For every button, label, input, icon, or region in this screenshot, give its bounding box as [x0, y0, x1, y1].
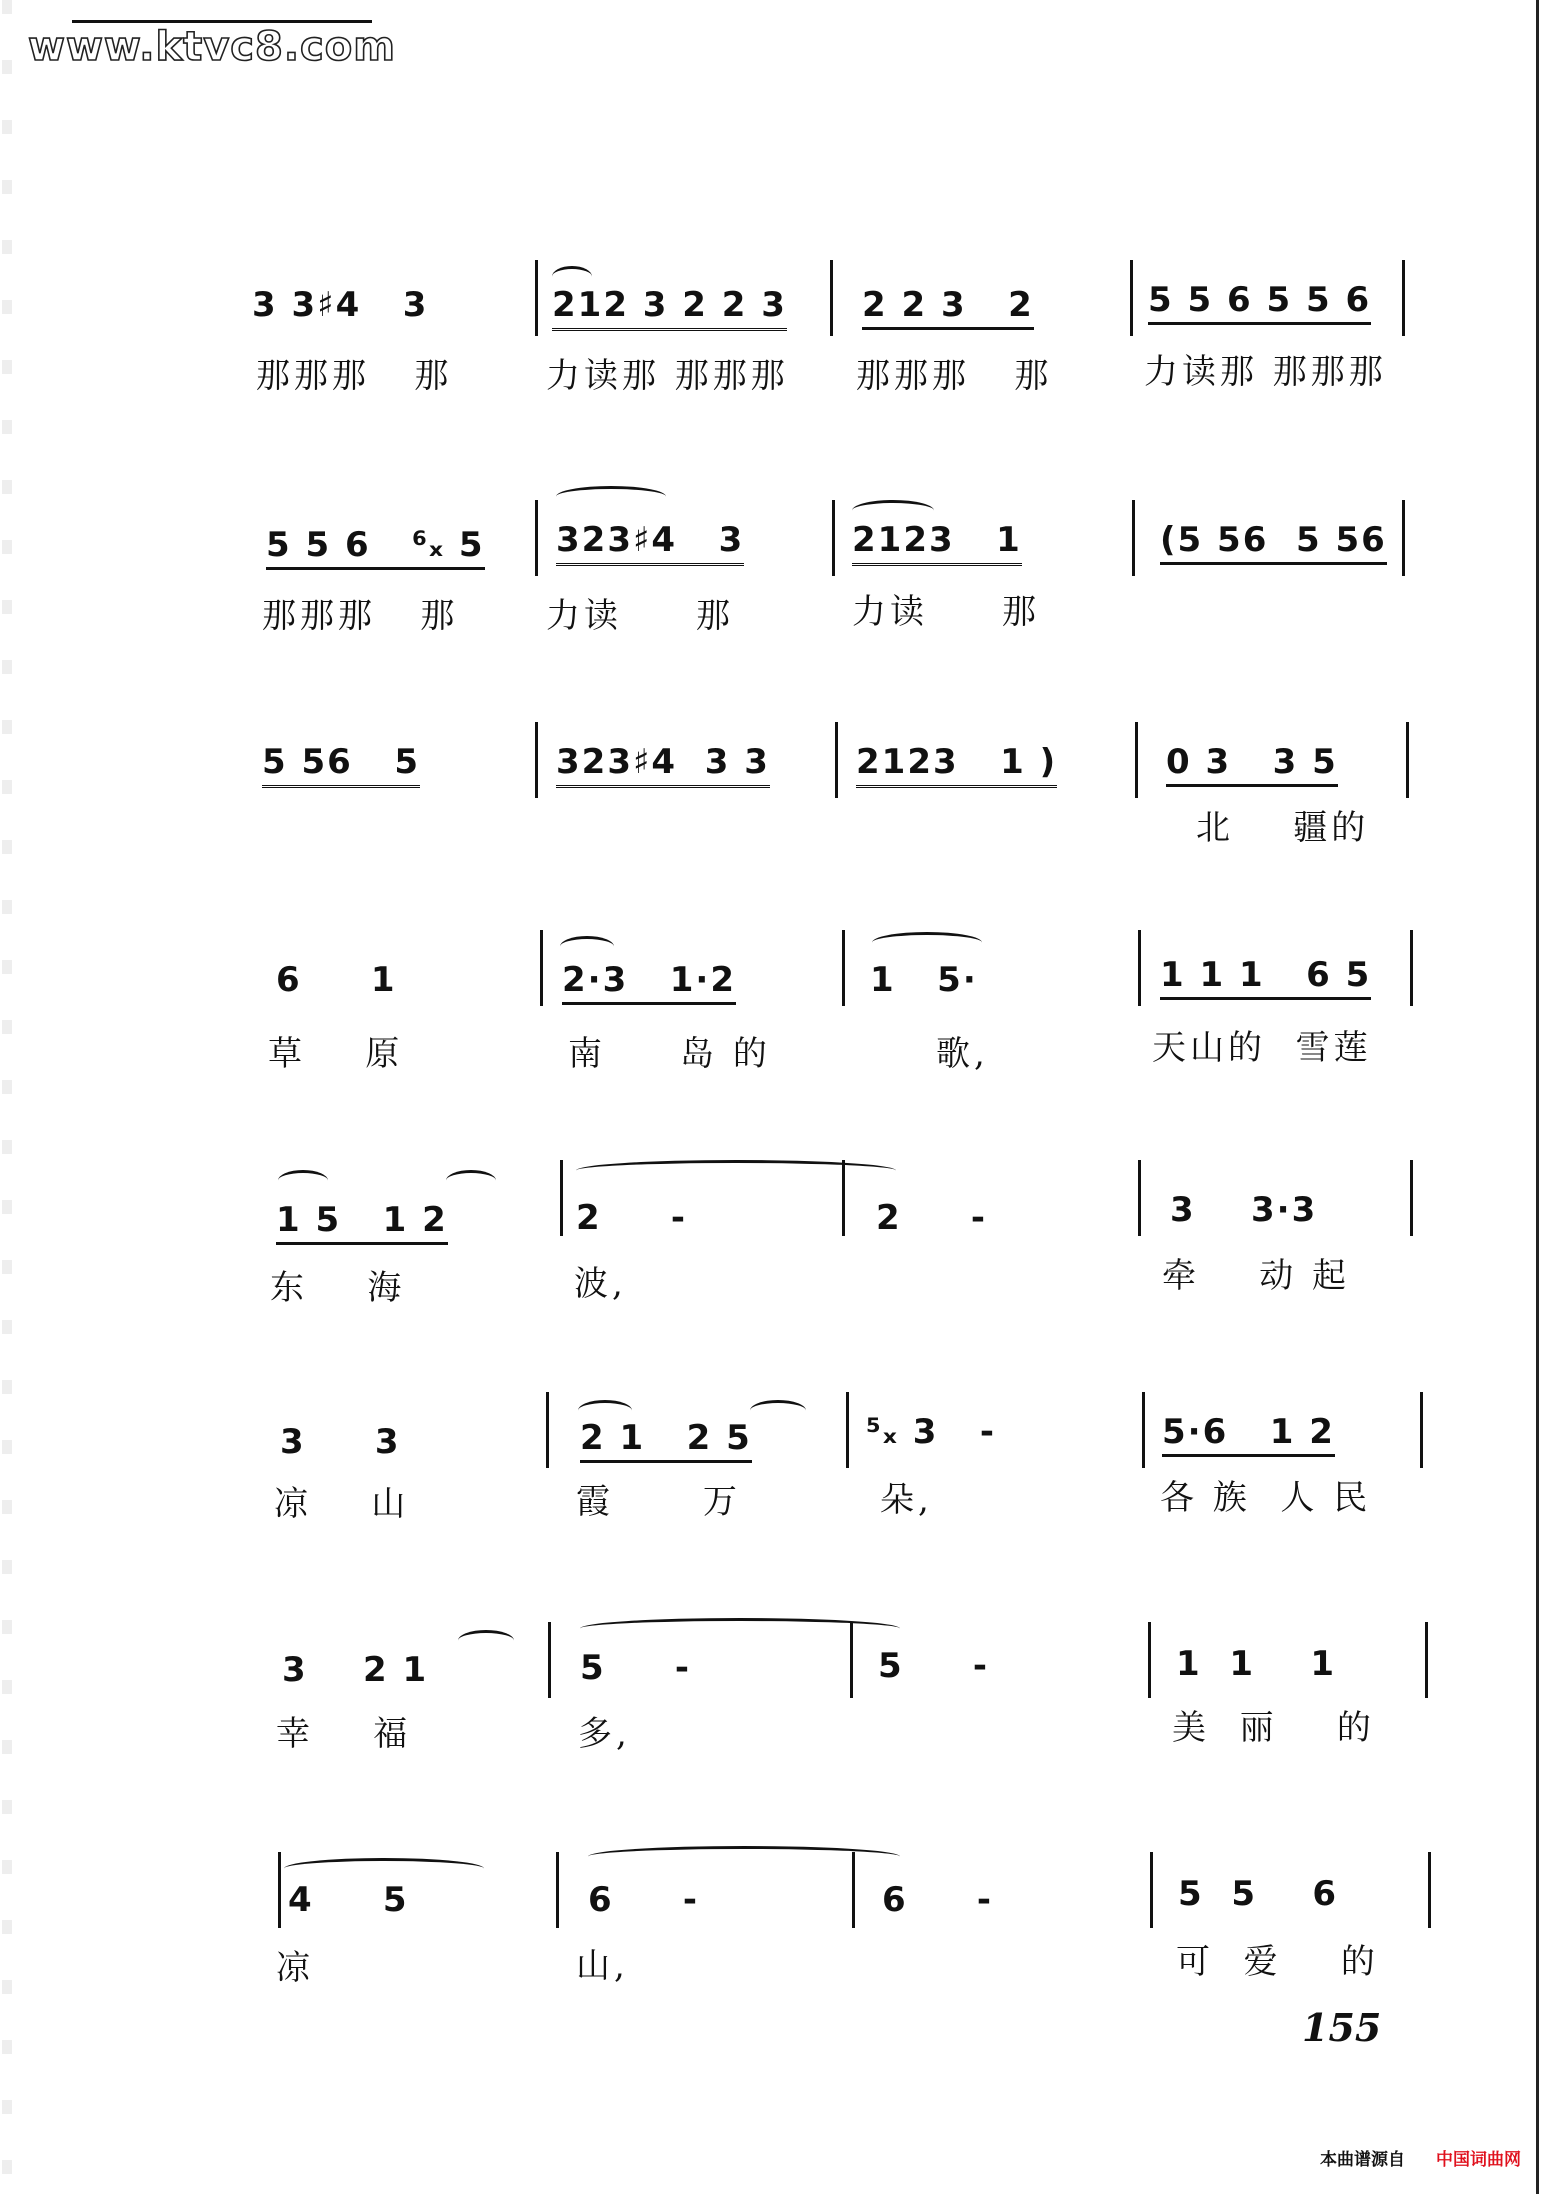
measure-notes: 212 3 2 2 3: [552, 285, 787, 331]
lyric-line: 波,: [574, 1264, 627, 1304]
slur-mark: [560, 936, 614, 957]
score-system-8: [0, 1830, 1556, 2010]
score-system-4: [0, 900, 1556, 1080]
barline: [535, 500, 538, 576]
barline: [556, 1852, 559, 1928]
lyric-line: 力读那 那那那: [546, 356, 789, 396]
slur-mark: [872, 932, 982, 953]
slur-mark: [458, 1630, 514, 1651]
lyric-line: 朵,: [880, 1480, 933, 1520]
barline: [842, 930, 845, 1006]
measure-notes: 5 5 6 5 5 6: [1148, 280, 1371, 325]
barline: [1150, 1852, 1153, 1928]
measure-notes: 2 -: [876, 1198, 987, 1238]
barline: [1410, 930, 1413, 1006]
footer-source-label: 本曲谱源自: [1320, 2150, 1405, 2170]
lyric-line: 力读那 那那那: [1144, 352, 1387, 392]
lyric-line: 南 岛 的: [568, 1034, 771, 1074]
measure-notes: 2·3 1·2: [562, 960, 736, 1005]
slur-mark: [278, 1170, 328, 1191]
barline: [1410, 1160, 1413, 1236]
page-number: 155: [1302, 2005, 1382, 2050]
barline: [1130, 260, 1133, 336]
score-system-7: [0, 1600, 1556, 1780]
slur-mark: [446, 1170, 496, 1191]
barline: [540, 930, 543, 1006]
barline: [1425, 1622, 1428, 1698]
tie-mark: [580, 1618, 900, 1639]
lyric-line: 歌,: [936, 1034, 989, 1074]
top-rule: [72, 20, 372, 23]
lyric-line: 可 爱 的: [1176, 1942, 1379, 1982]
lyric-line: 那那那 那: [256, 356, 453, 396]
measure-notes: 6 1: [276, 960, 397, 1000]
measure-notes: 3 3: [280, 1422, 401, 1462]
score-system-6: [0, 1370, 1556, 1550]
barline: [830, 260, 833, 336]
lyric-line: 草 原: [268, 1034, 404, 1074]
measure-notes: 2 -: [576, 1198, 687, 1238]
barline: [1406, 722, 1409, 798]
score-system-5: [0, 1130, 1556, 1310]
lyric-line: 那那那 那: [856, 356, 1053, 396]
measure-notes: 1 1 1: [1176, 1644, 1336, 1684]
measure-notes: 6 -: [588, 1880, 699, 1920]
barline: [1135, 722, 1138, 798]
measure-notes: 323♯4 3: [556, 520, 744, 566]
lyric-line: 幸 福: [276, 1714, 412, 1754]
footer-site-link[interactable]: 中国词曲网: [1436, 2150, 1521, 2170]
barline: [1142, 1392, 1145, 1468]
barline: [1132, 500, 1135, 576]
slur-mark: [750, 1400, 806, 1421]
score-system-1: [0, 180, 1556, 396]
barline: [1148, 1622, 1151, 1698]
barline: [1138, 930, 1141, 1006]
lyric-line: 力读 那: [546, 596, 735, 636]
barline: [548, 1622, 551, 1698]
slur-mark: [556, 486, 666, 507]
barline: [832, 500, 835, 576]
lyric-line: 天山的 雪莲: [1152, 1028, 1372, 1068]
measure-notes: 5 -: [878, 1646, 989, 1686]
measure-notes: 3 3·3: [1170, 1190, 1318, 1230]
measure-notes: 5 56 5: [262, 742, 420, 788]
barline: [1428, 1852, 1431, 1928]
lyric-line: 牵 动 起: [1162, 1256, 1351, 1296]
barline: [560, 1160, 563, 1236]
lyric-line: 山,: [576, 1946, 629, 1986]
measure-notes: 5·6 1 2: [1162, 1412, 1335, 1457]
measure-notes: 2 1 2 5: [580, 1418, 752, 1463]
tie-mark: [284, 1858, 484, 1879]
lyric-line: 美 丽 的: [1172, 1708, 1375, 1748]
barline: [278, 1852, 281, 1928]
measure-notes: 2 2 3 2: [862, 285, 1034, 330]
barline: [1402, 500, 1405, 576]
barline: [1138, 1160, 1141, 1236]
measure-notes: 3 3♯4 3: [252, 285, 429, 325]
measure-notes: 2123 1: [852, 520, 1022, 566]
site-watermark: www.ktvc8.com: [28, 24, 396, 70]
measure-notes: 5 5 6 ⁶ₓ 5: [266, 525, 485, 570]
lyric-line: 那那那 那: [262, 596, 459, 636]
slur-mark: [552, 266, 592, 287]
barline: [546, 1392, 549, 1468]
measure-notes: 6 -: [882, 1880, 993, 1920]
measure-notes: 1 1 1 6 5: [1160, 955, 1371, 1000]
tie-mark: [588, 1846, 900, 1867]
lyric-line: 凉 山: [274, 1484, 410, 1524]
barline: [1420, 1392, 1423, 1468]
measure-notes: (5 56 5 56: [1160, 520, 1387, 565]
slur-mark: [852, 500, 934, 521]
measure-notes: 5 5 6: [1178, 1874, 1338, 1914]
barline: [535, 260, 538, 336]
lyric-line: 北 疆的: [1196, 808, 1370, 848]
lyric-line: 东 海: [270, 1268, 406, 1308]
measure-notes: 4 5: [288, 1880, 409, 1920]
lyric-line: 多,: [578, 1714, 631, 1754]
measure-notes: 323♯4 3 3: [556, 742, 770, 788]
barline: [835, 722, 838, 798]
barline: [1402, 260, 1405, 336]
measure-notes: ⁵ₓ 3 -: [866, 1412, 997, 1452]
barline: [846, 1392, 849, 1468]
score-system-2: [0, 420, 1556, 636]
measure-notes: 5 -: [580, 1648, 691, 1688]
measure-notes: 1 5 1 2: [276, 1200, 448, 1245]
lyric-line: 霞 万: [576, 1482, 741, 1522]
lyric-line: 凉: [276, 1948, 314, 1988]
tie-mark: [576, 1160, 896, 1181]
measure-notes: 1 5·: [870, 960, 978, 1000]
barline: [535, 722, 538, 798]
lyric-line: 力读 那: [852, 592, 1041, 632]
lyric-line: 各 族 人 民: [1160, 1478, 1372, 1518]
measure-notes: 2123 1 ): [856, 742, 1057, 788]
measure-notes: 0 3 3 5: [1166, 742, 1338, 787]
score-system-3: [0, 660, 1556, 848]
measure-notes: 3 2 1: [282, 1650, 429, 1690]
